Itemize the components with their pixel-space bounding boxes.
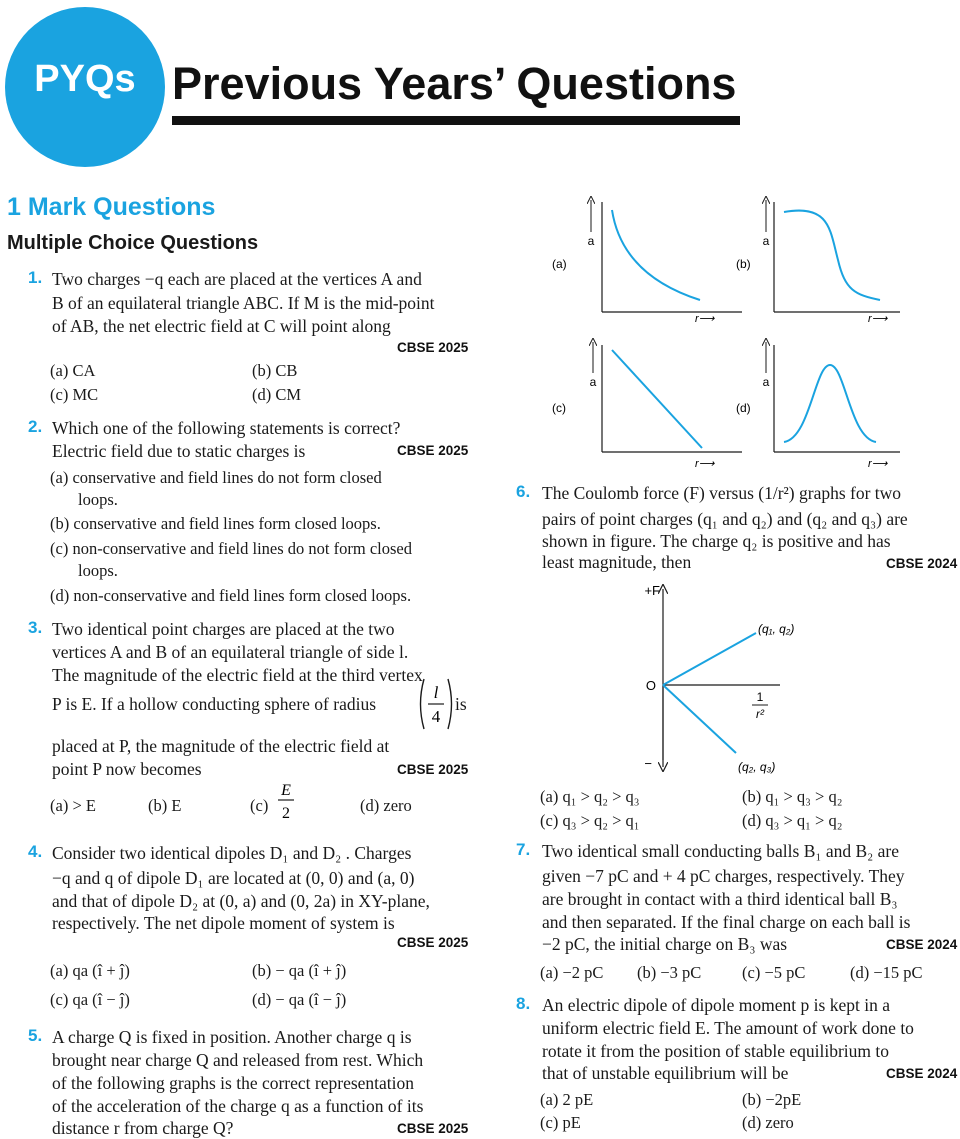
graph-c bbox=[552, 342, 742, 470]
source-tag: CBSE 2025 bbox=[397, 443, 469, 458]
question-number: 5. bbox=[28, 1026, 43, 1045]
option-d: (d) − qa (î − ĵ) bbox=[252, 990, 347, 1009]
y-label: a bbox=[762, 375, 770, 389]
fraction-numerator: l bbox=[433, 683, 439, 702]
line-q1-q2 bbox=[663, 633, 756, 685]
title-underline bbox=[172, 116, 740, 125]
option-a: (a) CA bbox=[50, 361, 96, 380]
source-tag: CBSE 2024 bbox=[886, 556, 958, 571]
question-text: that of unstable equilibrium will be bbox=[542, 1063, 789, 1083]
option-c: (c) qa (î − ĵ) bbox=[50, 990, 130, 1009]
option-d: (d) non-conservative and field lines form closed loops. bbox=[50, 586, 412, 605]
question-number: 6. bbox=[516, 482, 531, 501]
option-b: (b) conservative and field lines form closed loops. bbox=[50, 514, 381, 533]
x-label: r⟶ bbox=[695, 313, 715, 325]
curve-inverse-square bbox=[612, 210, 700, 300]
option-d: (d) CM bbox=[252, 385, 302, 404]
question-text: least magnitude, then bbox=[542, 552, 692, 572]
question-text: shown in figure. The charge q₂ is positive and has bbox=[542, 531, 891, 551]
option-d: (d) zero bbox=[742, 1113, 794, 1132]
question-text: Electric field due to static charges is bbox=[52, 441, 306, 461]
line-label-q1-q2: (q₁, q₂) bbox=[758, 622, 795, 636]
question-text: distance r from charge Q? bbox=[52, 1118, 234, 1138]
question-number: 7. bbox=[516, 840, 531, 859]
option-a: (a) −2 pC bbox=[540, 963, 604, 982]
question-text: point P now becomes bbox=[52, 759, 202, 779]
option-c-fraction bbox=[276, 776, 296, 824]
option-b: (b) −2pE bbox=[742, 1090, 802, 1109]
pyqs-badge-label: PYQs bbox=[34, 58, 136, 100]
option-c: (c) non-conservative and field lines do not form closed bbox=[50, 539, 412, 558]
question-text: Two identical small conducting balls B₁ and B₂ are bbox=[542, 841, 900, 861]
question-text: −2 pC, the initial charge on B₃ was bbox=[542, 934, 788, 954]
option-c: (c) −5 pC bbox=[742, 963, 806, 982]
question-text: are brought in contact with a third identical ball B₃ bbox=[542, 889, 898, 909]
graph-a bbox=[552, 200, 742, 325]
option-a: (a) 2 pE bbox=[540, 1090, 594, 1109]
question-text: given −7 pC and + 4 pC charges, respectively. They bbox=[542, 866, 905, 886]
y-minus-label: − bbox=[644, 756, 652, 771]
subsection-heading: Multiple Choice Questions bbox=[7, 232, 259, 254]
option-a: (a) conservative and field lines do not form closed bbox=[50, 468, 382, 487]
question-text: vertices A and B of an equilateral triangle of side l. bbox=[52, 642, 409, 662]
option-b: (b) −3 pC bbox=[637, 963, 702, 982]
x-label: r⟶ bbox=[868, 458, 888, 470]
question-text: The Coulomb force (F) versus (1/r²) graphs for two bbox=[542, 483, 902, 503]
coulomb-force-graph bbox=[630, 575, 830, 780]
x-label: r⟶ bbox=[868, 313, 888, 325]
question-text: of the following graphs is the correct representation bbox=[52, 1073, 415, 1093]
source-tag: CBSE 2024 bbox=[886, 937, 958, 952]
question-text: Consider two identical dipoles D₁ and D₂ . Charges bbox=[52, 843, 412, 863]
radius-fraction bbox=[416, 676, 456, 732]
fraction-denominator: 2 bbox=[282, 805, 290, 822]
y-plus-label: +F bbox=[644, 583, 660, 598]
question-text: of the acceleration of the charge q as a function of its bbox=[52, 1096, 424, 1116]
source-tag: CBSE 2025 bbox=[397, 935, 469, 950]
question-number: 2. bbox=[28, 417, 43, 436]
option-c: (c) bbox=[250, 796, 269, 815]
y-label: a bbox=[589, 375, 597, 389]
question-text: −q and q of dipole D₁ are located at (0, 0) and (a, 0) bbox=[52, 868, 415, 888]
fraction-numerator: E bbox=[281, 782, 291, 799]
question-number: 8. bbox=[516, 994, 531, 1013]
curve-sigmoid bbox=[784, 211, 880, 300]
graph-b bbox=[736, 200, 900, 325]
source-tag: CBSE 2025 bbox=[397, 762, 469, 777]
graph-label: (a) bbox=[552, 257, 567, 271]
acceleration-graphs bbox=[540, 190, 960, 475]
graph-label: (c) bbox=[552, 401, 566, 415]
option-d: (d) zero bbox=[360, 796, 412, 815]
question-text: is bbox=[455, 694, 467, 714]
question-text: rotate it from the position of stable equilibrium to bbox=[542, 1041, 890, 1061]
question-text: Two charges −q each are placed at the vertices A and bbox=[52, 269, 422, 289]
question-text: placed at P, the magnitude of the electric field at bbox=[52, 736, 390, 756]
graph-d bbox=[736, 342, 900, 470]
origin-label: O bbox=[645, 678, 656, 693]
graph-label: (b) bbox=[736, 257, 751, 271]
option-a: (a) > E bbox=[50, 796, 96, 815]
option-c: (c) q₃ > q₂ > q₁ bbox=[540, 811, 640, 830]
option-c: (c) pE bbox=[540, 1113, 581, 1132]
question-text: uniform electric field E. The amount of work done to bbox=[542, 1018, 914, 1038]
question-text: and that of dipole D₂ at (0, a) and (0, 2a) in XY-plane, bbox=[52, 891, 430, 911]
section-heading: 1 Mark Questions bbox=[7, 193, 216, 221]
option-b: (b) − qa (î + ĵ) bbox=[252, 961, 347, 980]
question-text: The magnitude of the electric field at the third vertex bbox=[52, 665, 423, 685]
question-text: and then separated. If the final charge on each ball is bbox=[542, 912, 911, 932]
option-a: (a) qa (î + ĵ) bbox=[50, 961, 130, 980]
curve-bell bbox=[784, 365, 876, 442]
y-label: a bbox=[762, 234, 770, 248]
option-a-cont: loops. bbox=[78, 490, 118, 509]
page-title: Previous Years’ Questions bbox=[172, 58, 737, 109]
source-tag: CBSE 2025 bbox=[397, 1121, 469, 1136]
graph-label: (d) bbox=[736, 401, 751, 415]
question-number: 1. bbox=[28, 268, 43, 287]
question-text: Two identical point charges are placed at the two bbox=[52, 619, 395, 639]
option-d: (d) −15 pC bbox=[850, 963, 923, 982]
question-number: 3. bbox=[28, 618, 43, 637]
x-label-numerator: 1 bbox=[756, 690, 764, 704]
option-b: (b) CB bbox=[252, 361, 298, 380]
option-d: (d) q₃ > q₁ > q₂ bbox=[742, 811, 843, 830]
question-text: B of an equilateral triangle ABC. If M is the mid-point bbox=[52, 293, 435, 313]
option-c: (c) MC bbox=[50, 385, 99, 404]
option-b: (b) E bbox=[148, 796, 182, 815]
question-text: brought near charge Q and released from rest. Which bbox=[52, 1050, 424, 1070]
line-q2-q3 bbox=[663, 685, 736, 753]
option-c-cont: loops. bbox=[78, 561, 118, 580]
question-text: pairs of point charges (q₁ and q₂) and (q₂ and q₃) are bbox=[542, 509, 908, 529]
question-text: P is E. If a hollow conducting sphere of radius bbox=[52, 694, 377, 714]
option-b: (b) q₁ > q₃ > q₂ bbox=[742, 787, 843, 806]
x-label-denominator: r² bbox=[756, 707, 764, 721]
source-tag: CBSE 2025 bbox=[397, 340, 469, 355]
line-linear-decrease bbox=[612, 350, 702, 448]
question-text: An electric dipole of dipole moment p is kept in a bbox=[542, 995, 890, 1015]
question-text: of AB, the net electric field at C will point along bbox=[52, 316, 391, 336]
question-text: Which one of the following statements is correct? bbox=[52, 418, 401, 438]
option-a: (a) q₁ > q₂ > q₃ bbox=[540, 787, 640, 806]
question-text: A charge Q is fixed in position. Another charge q is bbox=[52, 1027, 412, 1047]
y-label: a bbox=[587, 234, 595, 248]
source-tag: CBSE 2024 bbox=[886, 1066, 958, 1081]
fraction-denominator: 4 bbox=[431, 707, 441, 726]
line-label-q2-q3: (q₂, q₃) bbox=[738, 760, 776, 774]
question-text: respectively. The net dipole moment of system is bbox=[52, 913, 395, 933]
question-number: 4. bbox=[28, 842, 43, 861]
x-label: r⟶ bbox=[695, 458, 715, 470]
